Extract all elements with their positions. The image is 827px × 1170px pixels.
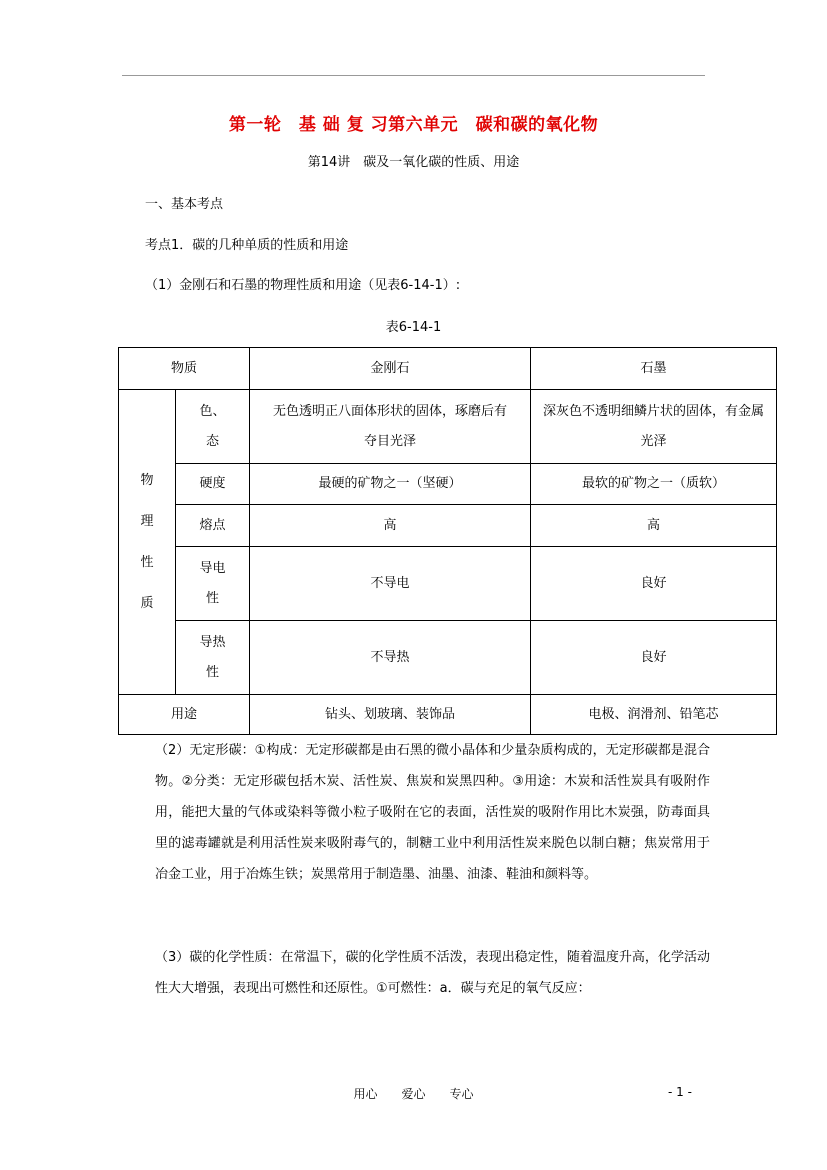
diamond-cell: 高 xyxy=(250,505,531,547)
table-row xyxy=(119,621,777,695)
header-cell-diamond: 金刚石 xyxy=(250,348,531,390)
properties-table xyxy=(118,347,777,735)
page-number: - 1 - xyxy=(668,1085,692,1099)
table-caption: 表6-14-1 xyxy=(385,320,442,335)
item-heading: （1）金刚石和石墨的物理性质和用途（见表6-14-1）: xyxy=(145,278,461,293)
page-title: 第一轮 基 础 复 习第六单元 碳和碳的氧化物 xyxy=(228,115,599,135)
graphite-cell: 良好 xyxy=(531,621,777,695)
table-row xyxy=(119,390,777,464)
table-row xyxy=(119,464,777,505)
point-heading: 考点1．碳的几种单质的性质和用途 xyxy=(145,238,349,253)
table-row xyxy=(119,505,777,547)
graphite-cell: 最软的矿物之一（质软） xyxy=(531,464,777,505)
lesson-subtitle: 第14讲 碳及一氧化碳的性质、用途 xyxy=(307,155,520,170)
header-rule xyxy=(122,75,705,76)
header-cell-substance: 物质 xyxy=(119,348,250,390)
header-cell-graphite: 石墨 xyxy=(531,348,777,390)
prop-cell: 硬度 xyxy=(176,464,250,505)
prop-cell xyxy=(176,547,250,621)
diamond-cell: 不导热 xyxy=(250,621,531,695)
use-label-cell: 用途 xyxy=(119,695,250,735)
prop-label: 色、态 xyxy=(199,403,226,449)
paragraph-chemical-properties: （3）碳的化学性质：在常温下，碳的化学性质不活泼，表现出稳定性，随着温度升高，化学活动性大大增强，表现出可燃性和还原性。①可燃性：a．碳与充足的氧气反应： xyxy=(155,950,710,996)
group-label-text: 物理性质 xyxy=(140,473,154,611)
diamond-cell: 不导电 xyxy=(250,547,531,621)
paragraph-amorphous-carbon: （2）无定形碳：①构成：无定形碳都是由石黑的微小晶体和少量杂质构成的，无定形碳都是混合物。②分类：无定形碳包括木炭、活性炭、焦炭和炭黑四种。③用途：木炭和活性炭具有吸附作用，能把大量的气体或染料等微小粒子吸附在它的表面，活性炭的吸附作用比木炭强，防毒面具里的滤毒罐就是利用活性炭来吸附毒气的，制糖工业中利用活性炭来脱色以制白糖；焦炭常用于冶金工业，用于冶炼生铁；炭黑常用于制造墨、油墨、油漆、鞋油和颜料等。 xyxy=(155,743,710,882)
table-row-uses xyxy=(119,695,777,735)
footer-motto: 用心 爱心 专心 xyxy=(353,1087,474,1101)
prop-label: 导电性 xyxy=(199,560,226,606)
diamond-cell: 钻头、划玻璃、装饰品 xyxy=(250,695,531,735)
table-row xyxy=(119,547,777,621)
table-header-row xyxy=(119,348,777,390)
prop-cell: 熔点 xyxy=(176,505,250,547)
prop-cell xyxy=(176,621,250,695)
graphite-cell: 电极、润滑剂、铅笔芯 xyxy=(531,695,777,735)
graphite-cell: 深灰色不透明细鳞片状的固体，有金属光泽 xyxy=(531,390,777,464)
graphite-cell: 良好 xyxy=(531,547,777,621)
group-label-physical-properties xyxy=(119,390,176,695)
prop-cell xyxy=(176,390,250,464)
graphite-cell: 高 xyxy=(531,505,777,547)
diamond-cell: 无色透明正八面体形状的固体，琢磨后有夺目光泽 xyxy=(250,390,531,464)
prop-label: 导热性 xyxy=(199,634,226,680)
diamond-cell: 最硬的矿物之一（坚硬） xyxy=(250,464,531,505)
section-heading: 一、基本考点 xyxy=(145,197,224,212)
